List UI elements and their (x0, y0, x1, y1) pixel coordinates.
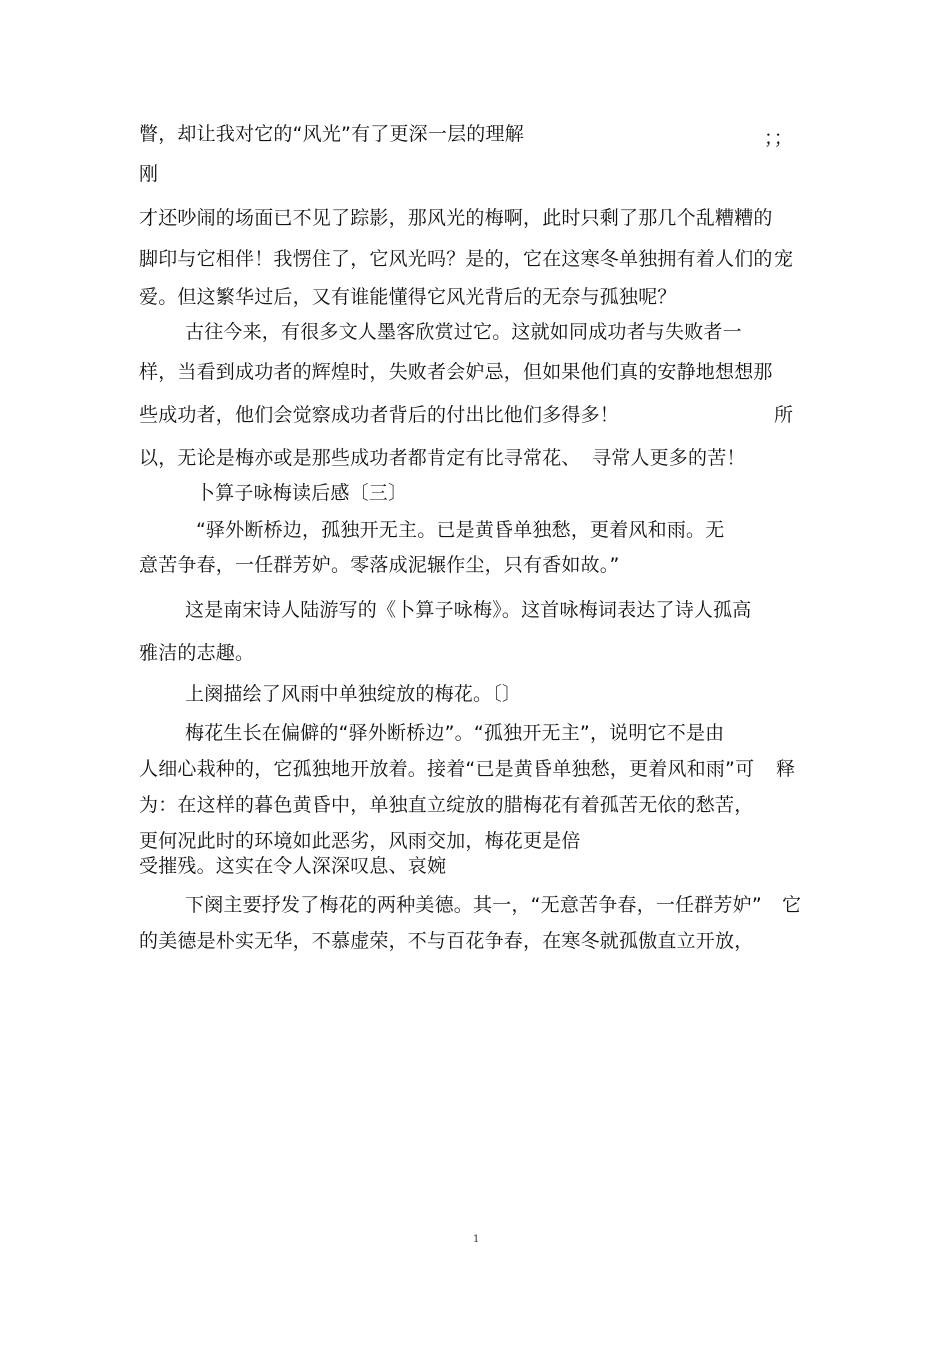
text-line: 意苦争春，一任群芳妒。零落成泥辗作尘，只有香如故。” (139, 554, 620, 576)
text-line: 人细心栽种的，它孤独地开放着。接着“已是黄昏单独愁，更着风和雨”可 (139, 758, 755, 780)
text-line: 些成功者，他们会觉察成功者背后的付出比他们多得多！ (139, 404, 620, 426)
text-line: 雅洁的志趣。 (139, 642, 255, 664)
text-line: 样，当看到成功者的辉煌时，失败者会妒忌，但如果他们真的安静地想想那 (139, 361, 773, 383)
text-line: 所 (774, 404, 794, 426)
text-line: 受摧残。这实在令人深深叹息、哀婉 (139, 855, 447, 877)
text-line: 寻常人更多的苦！ (592, 447, 746, 469)
text-line: “驿外断桥边，孤独开无主。已是黄昏单独愁，更着风和雨。无 (196, 519, 725, 541)
section-heading: 卜算子咏梅读后感〔三〕 (196, 482, 408, 504)
text-line: 为：在这样的暮色黄昏中，单独直立绽放的腊梅花有着孤苦无依的愁苦， (139, 794, 754, 816)
text-line: 的美德是朴实无华，不慕虚荣，不与百花争春，在寒冬就孤傲直立开放， (139, 930, 754, 952)
text-line: ；； (764, 127, 793, 149)
text-line: 以，无论是梅亦或是那些成功者都肯定有比寻常花、 (139, 447, 581, 469)
text-line: 更何况此时的环境如此恶劣，风雨交加，梅花更是倍 (139, 830, 581, 852)
text-line: 这是南宋诗人陆游写的《卜算子咏梅》。这首咏梅词表达了诗人孤高 (185, 599, 752, 621)
text-line: 刚 (139, 163, 159, 185)
text-line: 爱。但这繁华过后，又有谁能懂得它风光背后的无奈与孤独呢？ (139, 286, 677, 308)
text-line: 梅花生长在偏僻的“驿外断桥边”。“孤独开无主”，说明它不是由 (185, 722, 725, 744)
text-line: 宠 (774, 248, 794, 270)
text-line: 才还吵闹的场面已不见了踪影，那风光的梅啊，此时只剩了那几个乱糟糟的 (139, 207, 773, 229)
text-line: 脚印与它相伴！我愣住了，它风光吗？是的，它在这寒冬单独拥有着人们的 (139, 248, 773, 270)
text-line: 古往今来，有很多文人墨客欣赏过它。这就如同成功者与失败者一 (185, 321, 742, 343)
text-line: 释 (776, 758, 796, 780)
text-line: 上阕描绘了风雨中单独绽放的梅花。〔〕 (185, 683, 522, 705)
text-line: 瞥，却让我对它的“风光”有了更深一层的理解 (139, 123, 524, 145)
text-line: 下阕主要抒发了梅花的两种美德。其一，“无意苦争春，一任群芳妒” (185, 894, 762, 916)
page-number: 1 (473, 1234, 480, 1245)
text-line: 它 (782, 894, 802, 916)
